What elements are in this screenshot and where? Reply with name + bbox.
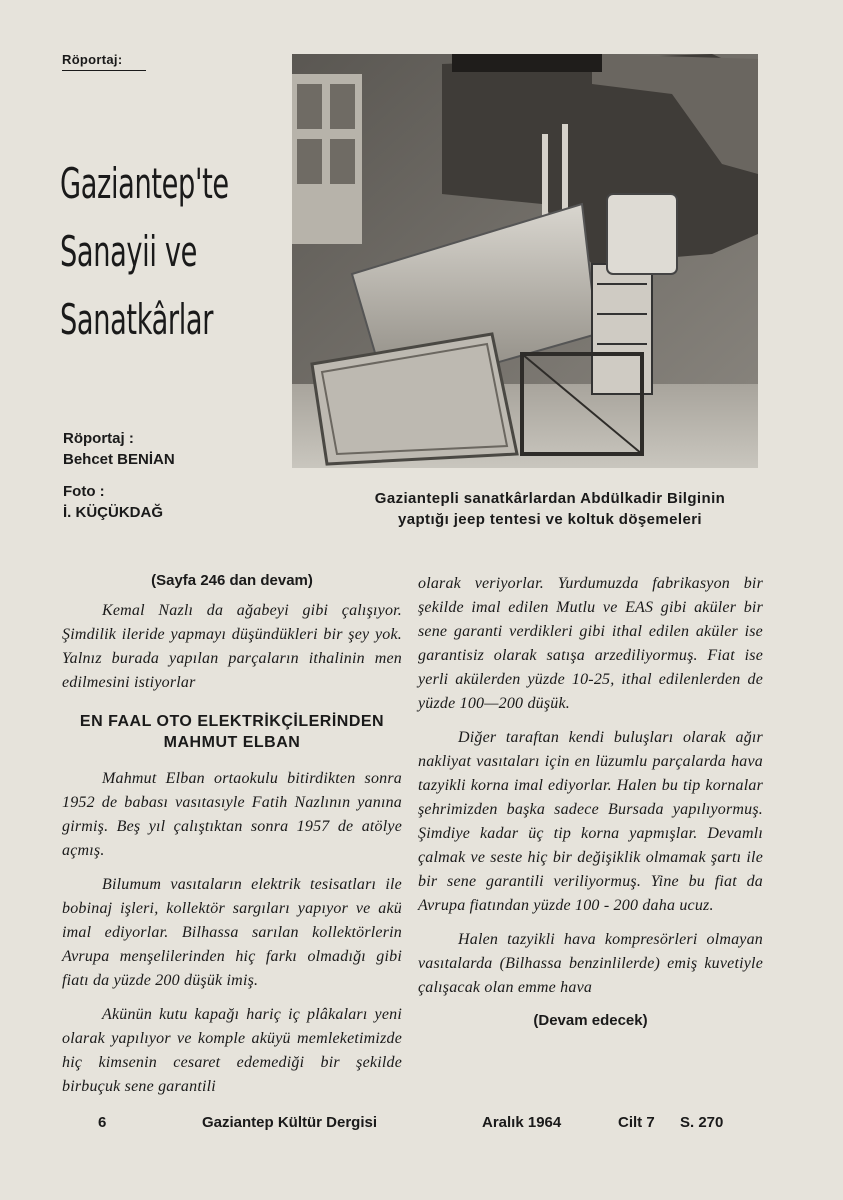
volume-number: Cilt 7 — [618, 1114, 655, 1131]
right-column — [418, 572, 763, 1029]
reporter-label: Röportaj : — [63, 430, 134, 447]
title-line-1: Gaziantep'te — [60, 159, 229, 208]
paragraph: Kemal Nazlı da ağabeyi gibi çalışıyor. Şimdilik ileride yapmayı düşündükleri bir şey yok. Yalnız burada yapılan parçaların ithalinin men edilmesini istiyorlar — [62, 602, 402, 691]
caption-line-1: Gaziantepli sanatkârlardan Abdülkadir Bilginin — [374, 490, 726, 507]
page-number: 6 — [98, 1114, 107, 1131]
title-line-2: Sanayii ve — [60, 227, 197, 276]
left-column — [62, 572, 402, 1099]
continues-note: (Devam edecek) — [533, 1012, 648, 1029]
photographer-name: İ. KÜÇÜKDAĞ — [63, 504, 163, 521]
issue-date: Aralık 1964 — [482, 1114, 562, 1131]
paragraph: Bilumum vasıtaların elektrik tesisatları ile bobinaj işleri, kollektör sargıları yapıyor ve akü imal ediyorlar. Bilhassa sarılan kollektörlerin Avrupa menşelilerinden hiç farkı olmadığı gibi fiatı da yüzde 200 düşük imiş. — [62, 876, 402, 989]
photo-caption — [330, 488, 770, 530]
section-heading: EN FAAL OTO ELEKTRİKÇİLERİNDEN MAHMUT ELBAN — [79, 713, 385, 751]
article-title — [60, 150, 229, 354]
paragraph: Akünün kutu kapağı hariç iç plâkaları yeni olarak yapılıyor ve komple aküyü memleketimizde hiç kimsenin cesaret edemediği bir şekilde birbuçuk sene garantili — [62, 1006, 402, 1095]
issue-number: S. 270 — [680, 1114, 724, 1131]
photo-label: Foto : — [63, 483, 105, 500]
article-photo — [292, 54, 758, 468]
paragraph: Mahmut Elban ortaokulu bitirdikten sonra 1952 de babası vasıtasıyle Fatih Nazlının yanına girmiş. Beş yıl çalıştıktan sonra 1957 de atölye açmış. — [62, 770, 402, 859]
paragraph: olarak veriyorlar. Yurdumuzda fabrikasyon bir şekilde imal edilen Mutlu ve EAS gibi aküler bir sene garanti verdikleri gibi ithal edilen aküler ise garantisiz olarak satışa arzediliyormuş. Fiat ise yerli akülerden yüzde 10-25, ithal edilenlerden de yüzde 100—200 düşük. — [418, 575, 763, 712]
section-underline — [62, 70, 146, 71]
reporter-credit — [63, 428, 175, 470]
photo-credit — [63, 481, 163, 523]
reporter-name: Behcet BENİAN — [63, 451, 175, 468]
magazine-name: Gaziantep Kültür Dergisi — [202, 1114, 378, 1131]
paragraph: Diğer taraftan kendi buluşları olarak ağır nakliyat vasıtaları için en lüzumlu parçalarda hava tazyikli korna imal ediyorlar. Halen bu tip kornalar şehrimizden başka sadece Bursada yapılıyormuş. Şimdiye kadar üç tip korna yapmışlar. Devamlı çalmak ve seste hiç bir değişiklik olmamak şartı ile bir sene garantili veriliyormuş. Yine bu fiat da Avrupa fiatından yüzde 100 - 200 daha ucuz. — [418, 729, 763, 914]
continued-from-note: (Sayfa 246 dan devam) — [151, 572, 313, 589]
title-line-3: Sanatkârlar — [60, 295, 214, 344]
caption-line-2: yaptığı jeep tentesi ve koltuk döşemeleri — [398, 511, 702, 528]
workshop-photo-illustration — [292, 54, 758, 468]
section-label: Röportaj: — [62, 52, 123, 67]
paragraph: Halen tazyikli hava kompresörleri olmayan vasıtalarda (Bilhassa benzinlilerde) emiş kuvetiyle çalışacak olan emme hava — [418, 931, 763, 996]
